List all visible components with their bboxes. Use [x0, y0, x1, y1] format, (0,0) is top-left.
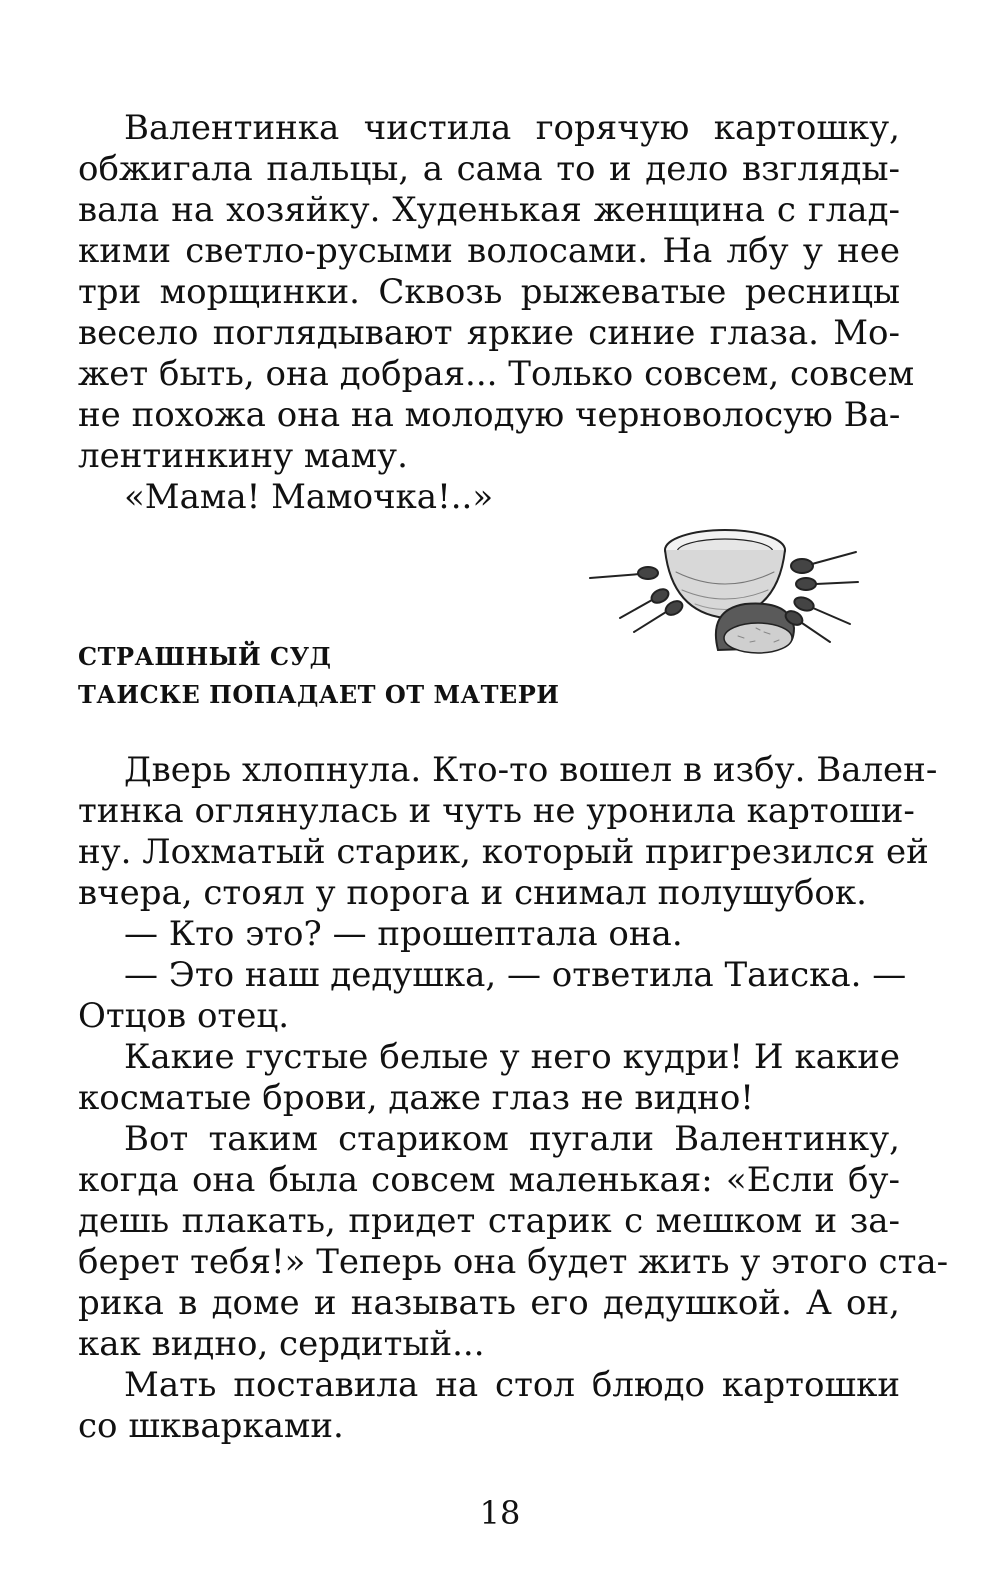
- text-line: Мать поставила на стол блюдо картошки: [124, 1365, 900, 1405]
- text-line: кими светло-русыми волосами. На лбу у нее: [78, 231, 900, 271]
- quote-line: «Мама! Мамочка!..»: [124, 477, 494, 517]
- page-number: 18: [479, 1494, 521, 1532]
- dialogue-line: — Кто это? — прошептала она.: [124, 914, 683, 954]
- chapter-subheading: ТАИСКЕ ПОПАДАЕТ ОТ МАТЕРИ: [78, 680, 560, 709]
- text-line: рика в доме и называть его дедушкой. А он,: [78, 1283, 900, 1323]
- text-line: — Это наш дедушка, — ответила Таиска. —: [124, 955, 907, 995]
- text-line: Отцов отец.: [78, 996, 290, 1036]
- text-line: Валентинка чистила горячую картошку,: [124, 108, 900, 148]
- text-line: ну. Лохматый старик, который пригрезился ей: [78, 832, 929, 872]
- text-line: вчера, стоял у порога и снимал полушубок.: [78, 873, 867, 913]
- text-line: обжигала пальцы, а сама то и дело взгляды-: [78, 149, 900, 189]
- text-line: три морщинки. Сквозь рыжеватые ресницы: [78, 272, 900, 312]
- text-line: берет тебя!» Теперь она будет жить у этого ста-: [78, 1242, 949, 1282]
- text-line: Вот таким стариком пугали Валентинку,: [124, 1119, 900, 1159]
- text-line: тинка оглянулась и чуть не уронила картоши-: [78, 791, 915, 831]
- text-line: вала на хозяйку. Худенькая женщина с глад-: [78, 190, 900, 230]
- text-line: как видно, сердитый...: [78, 1324, 485, 1364]
- text-line: Дверь хлопнула. Кто-то вошел в избу. Вален-: [124, 750, 938, 790]
- text-line: жет быть, она добрая... Только совсем, совсем: [78, 354, 915, 394]
- text-line: когда она была совсем маленькая: «Если бу-: [78, 1160, 900, 1200]
- chapter-heading: СТРАШНЫЙ СУД: [78, 642, 332, 671]
- text-line: дешь плакать, придет старик с мешком и за-: [78, 1201, 900, 1241]
- text-line: не похожа она на молодую черноволосую Ва-: [78, 395, 901, 435]
- text-line: весело поглядывают яркие синие глаза. Мо-: [78, 313, 900, 353]
- text-line: Какие густые белые у него кудри! И какие: [124, 1037, 900, 1077]
- text-line: косматые брови, даже глаз не видно!: [78, 1078, 754, 1118]
- text-line: лентинкину маму.: [78, 436, 408, 476]
- bowl-bread-spoons-icon: [580, 520, 870, 674]
- text-line: со шкварками.: [78, 1406, 344, 1446]
